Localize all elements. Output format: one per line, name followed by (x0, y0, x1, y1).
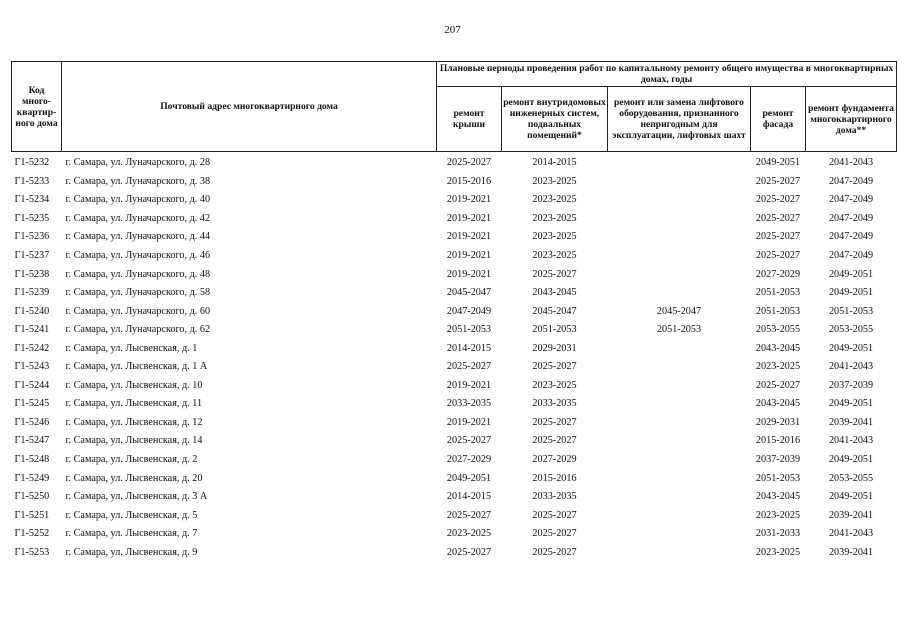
cell-address: г. Самара, ул. Лысвенская, д. 20 (65, 472, 203, 484)
cell-engineering: 2025-2027 (532, 509, 577, 521)
cell-facade: 2027-2029 (755, 268, 801, 280)
cell-elevator (608, 432, 751, 451)
repair-schedule-table (11, 61, 897, 562)
cell-elevator (608, 210, 751, 229)
table-body (12, 152, 897, 563)
cell-roof: 2023-2025 (446, 528, 492, 540)
cell-engineering: 2023-2025 (532, 250, 577, 261)
cell-address: г. Самара, ул. Луначарского, д. 58 (65, 287, 211, 299)
cell-engineering: 2033-2035 (532, 398, 577, 410)
table-row (12, 395, 897, 414)
cell-engineering: 2015-2016 (532, 472, 577, 484)
cell-engineering: 2043-2045 (532, 287, 577, 299)
header-facade: ремонт фасада (751, 87, 806, 152)
cell-elevator (608, 395, 751, 414)
cell-elevator (608, 191, 751, 210)
cell-elevator: 2051-2053 (656, 324, 702, 336)
cell-engineering: 2025-2027 (532, 268, 577, 280)
cell-address: г. Самара, ул. Лысвенская, д. 3 А (65, 491, 208, 503)
cell-foundation: 2041-2043 (828, 157, 874, 169)
cell-facade: 2053-2055 (755, 324, 801, 336)
cell-facade: 2025-2027 (755, 194, 801, 206)
table-row (12, 152, 897, 173)
table-row (12, 173, 897, 192)
cell-facade: 2043-2045 (755, 342, 801, 354)
cell-facade: 2043-2045 (755, 491, 801, 503)
cell-code: Г1-5250 (14, 491, 50, 503)
cell-code: Г1-5252 (14, 528, 50, 540)
cell-roof: 2019-2021 (446, 212, 492, 224)
cell-address: г. Самара, ул. Лысвенская, д. 1 (65, 342, 198, 354)
cell-roof: 2027-2029 (446, 454, 492, 466)
cell-engineering: 2023-2025 (532, 212, 577, 224)
cell-facade: 2051-2053 (755, 472, 801, 484)
cell-roof: 2019-2021 (446, 268, 492, 280)
cell-foundation: 2049-2051 (828, 454, 874, 466)
cell-engineering: 2025-2027 (532, 416, 577, 428)
cell-foundation: 2049-2051 (828, 268, 874, 280)
cell-code: Г1-5247 (14, 435, 50, 447)
cell-elevator (608, 525, 751, 544)
cell-roof: 2025-2027 (446, 546, 492, 558)
cell-foundation: 2041-2043 (828, 361, 874, 373)
cell-code: Г1-5239 (14, 287, 50, 299)
cell-engineering: 2033-2035 (532, 491, 577, 503)
cell-engineering: 2023-2025 (532, 175, 577, 187)
table-row (12, 191, 897, 210)
header-address: Почтовый адрес многоквартирного дома (62, 62, 437, 152)
cell-elevator (608, 451, 751, 470)
cell-facade: 2023-2025 (755, 509, 801, 521)
cell-address: г. Самара, ул. Лысвенская, д. 11 (65, 398, 203, 410)
cell-engineering: 2051-2053 (532, 324, 577, 336)
cell-foundation: 2039-2041 (828, 416, 874, 428)
cell-address: г. Самара, ул. Луначарского, д. 42 (65, 212, 211, 224)
cell-facade: 2043-2045 (755, 398, 801, 410)
cell-elevator (608, 152, 751, 173)
cell-facade: 2025-2027 (755, 379, 801, 391)
table-row (12, 414, 897, 433)
cell-code: Г1-5245 (14, 398, 50, 410)
cell-address: г. Самара, ул. Луначарского, д. 62 (65, 324, 211, 336)
cell-elevator (608, 414, 751, 433)
cell-roof: 2045-2047 (446, 287, 492, 299)
cell-code: Г1-5244 (14, 379, 50, 391)
cell-foundation: 2047-2049 (828, 194, 874, 206)
cell-address: г. Самара, ул. Лысвенская, д. 12 (65, 416, 203, 428)
cell-code: Г1-5253 (14, 546, 50, 558)
header-code: Код много-квартир-ного дома (12, 62, 62, 152)
cell-engineering: 2025-2027 (532, 528, 577, 540)
table-row (12, 525, 897, 544)
cell-engineering: 2023-2025 (532, 379, 577, 391)
cell-engineering: 2025-2027 (532, 361, 577, 373)
table-row (12, 247, 897, 266)
table-row (12, 488, 897, 507)
cell-facade: 2015-2016 (755, 435, 801, 447)
cell-address: г. Самара, ул. Луначарского, д. 60 (65, 305, 211, 317)
cell-foundation: 2053-2055 (828, 472, 874, 484)
cell-code: Г1-5241 (14, 324, 50, 336)
cell-foundation: 2037-2039 (828, 379, 874, 391)
cell-facade: 2051-2053 (755, 287, 801, 299)
cell-elevator (608, 247, 751, 266)
cell-facade: 2025-2027 (755, 212, 801, 224)
cell-address: г. Самара, ул. Луначарского, д. 48 (65, 268, 211, 280)
cell-engineering: 2025-2027 (532, 435, 577, 447)
cell-code: Г1-5242 (14, 342, 50, 354)
table-row (12, 377, 897, 396)
cell-elevator (608, 284, 751, 303)
table-row (12, 339, 897, 358)
cell-foundation: 2047-2049 (828, 231, 874, 243)
cell-engineering: 2014-2015 (532, 157, 577, 169)
cell-roof: 2051-2053 (446, 324, 492, 336)
cell-facade: 2037-2039 (755, 454, 801, 466)
header-elevator: ремонт или замена лифтового оборудования, признанного непригодным для эксплуатации, лифтовых шахт (608, 87, 751, 152)
table-row (12, 210, 897, 229)
table-row (12, 321, 897, 340)
cell-code: Г1-5246 (14, 416, 50, 428)
cell-code: Г1-5240 (14, 305, 50, 317)
cell-facade: 2025-2027 (755, 175, 801, 187)
header-engineering: ремонт внутридомовых инженерных систем, подвальных помещений* (502, 87, 608, 152)
cell-address: г. Самара, ул. Лысвенская, д. 14 (65, 435, 203, 447)
cell-address: г. Самара, ул. Лысвенская, д. 7 (65, 528, 198, 540)
table-row (12, 284, 897, 303)
cell-address: г. Самара, ул. Лысвенская, д. 1 А (65, 361, 208, 373)
cell-facade: 2025-2027 (755, 250, 801, 261)
cell-facade: 2051-2053 (755, 305, 801, 317)
cell-elevator (608, 543, 751, 562)
cell-facade: 2029-2031 (755, 416, 801, 428)
cell-roof: 2025-2027 (446, 509, 492, 521)
cell-roof: 2019-2021 (446, 250, 492, 261)
cell-roof: 2025-2027 (446, 435, 492, 447)
cell-foundation: 2039-2041 (828, 509, 874, 521)
cell-facade: 2023-2025 (755, 546, 801, 558)
cell-foundation: 2041-2043 (828, 528, 874, 540)
page-number: 207 (444, 24, 461, 36)
cell-address: г. Самара, ул. Лысвенская, д. 9 (65, 546, 198, 558)
cell-elevator (608, 377, 751, 396)
cell-address: г. Самара, ул. Лысвенская, д. 2 (65, 454, 198, 466)
cell-roof: 2019-2021 (446, 379, 492, 391)
cell-roof: 2019-2021 (446, 194, 492, 206)
header-periods: Плановые периоды проведения работ по капитальному ремонту общего имущества в многоквартирных домах, годы (437, 62, 897, 87)
cell-foundation: 2047-2049 (828, 212, 874, 224)
cell-roof: 2019-2021 (446, 416, 492, 428)
cell-code: Г1-5243 (14, 361, 50, 373)
cell-roof: 2014-2015 (446, 342, 492, 354)
cell-roof: 2049-2051 (446, 472, 492, 484)
cell-foundation: 2049-2051 (828, 398, 874, 410)
cell-engineering: 2045-2047 (532, 305, 577, 317)
cell-engineering: 2023-2025 (532, 231, 577, 243)
cell-engineering: 2023-2025 (532, 194, 577, 206)
cell-elevator (608, 358, 751, 377)
cell-address: г. Самара, ул. Луначарского, д. 40 (65, 194, 211, 206)
cell-code: Г1-5236 (14, 231, 50, 243)
cell-foundation: 2051-2053 (828, 305, 874, 317)
cell-elevator: 2045-2047 (656, 305, 702, 317)
cell-code: Г1-5235 (14, 212, 50, 224)
header-foundation: ремонт фундамента многоквартирного дома** (806, 87, 897, 152)
cell-roof: 2015-2016 (446, 175, 492, 187)
table-row (12, 451, 897, 470)
cell-address: г. Самара, ул. Луначарского, д. 38 (65, 175, 211, 187)
cell-roof: 2025-2027 (446, 157, 492, 169)
cell-code: Г1-5248 (14, 454, 50, 466)
cell-code: Г1-5251 (14, 509, 50, 521)
cell-address: г. Самара, ул. Луначарского, д. 44 (65, 231, 211, 243)
cell-foundation: 2047-2049 (828, 175, 874, 187)
cell-foundation: 2049-2051 (828, 491, 874, 503)
cell-code: Г1-5238 (14, 268, 50, 280)
cell-roof: 2047-2049 (446, 305, 492, 317)
table-row (12, 543, 897, 562)
cell-code: Г1-5237 (14, 250, 50, 261)
cell-code: Г1-5234 (14, 194, 50, 206)
cell-facade: 2025-2027 (755, 231, 801, 243)
cell-foundation: 2047-2049 (828, 250, 874, 261)
cell-address: г. Самара, ул. Луначарского, д. 46 (65, 250, 211, 261)
cell-elevator (608, 469, 751, 488)
cell-address: г. Самара, ул. Лысвенская, д. 5 (65, 509, 198, 521)
cell-roof: 2019-2021 (446, 231, 492, 243)
table-row (12, 302, 897, 321)
cell-elevator (608, 339, 751, 358)
cell-engineering: 2025-2027 (532, 546, 577, 558)
table-row (12, 432, 897, 451)
cell-facade: 2049-2051 (755, 157, 801, 169)
cell-foundation: 2041-2043 (828, 435, 874, 447)
cell-facade: 2031-2033 (755, 528, 801, 540)
cell-engineering: 2029-2031 (532, 342, 577, 354)
cell-elevator (608, 228, 751, 247)
cell-elevator (608, 488, 751, 507)
cell-foundation: 2049-2051 (828, 342, 874, 354)
table-row (12, 358, 897, 377)
cell-foundation: 2053-2055 (828, 324, 874, 336)
cell-foundation: 2039-2041 (828, 546, 874, 558)
table-row (12, 265, 897, 284)
cell-foundation: 2049-2051 (828, 287, 874, 299)
cell-code: Г1-5233 (14, 175, 50, 187)
cell-code: Г1-5249 (14, 472, 50, 484)
cell-elevator (608, 506, 751, 525)
cell-engineering: 2027-2029 (532, 454, 577, 466)
cell-roof: 2014-2015 (446, 491, 492, 503)
cell-facade: 2023-2025 (755, 361, 801, 373)
cell-elevator (608, 265, 751, 284)
table-row (12, 469, 897, 488)
cell-roof: 2033-2035 (446, 398, 492, 410)
table-row (12, 228, 897, 247)
cell-roof: 2025-2027 (446, 361, 492, 373)
header-roof: ремонт крыши (437, 87, 502, 152)
cell-address: г. Самара, ул. Луначарского, д. 28 (65, 157, 211, 169)
cell-address: г. Самара, ул. Лысвенская, д. 10 (65, 379, 203, 391)
table-row (12, 506, 897, 525)
cell-elevator (608, 173, 751, 192)
cell-code: Г1-5232 (14, 157, 50, 169)
